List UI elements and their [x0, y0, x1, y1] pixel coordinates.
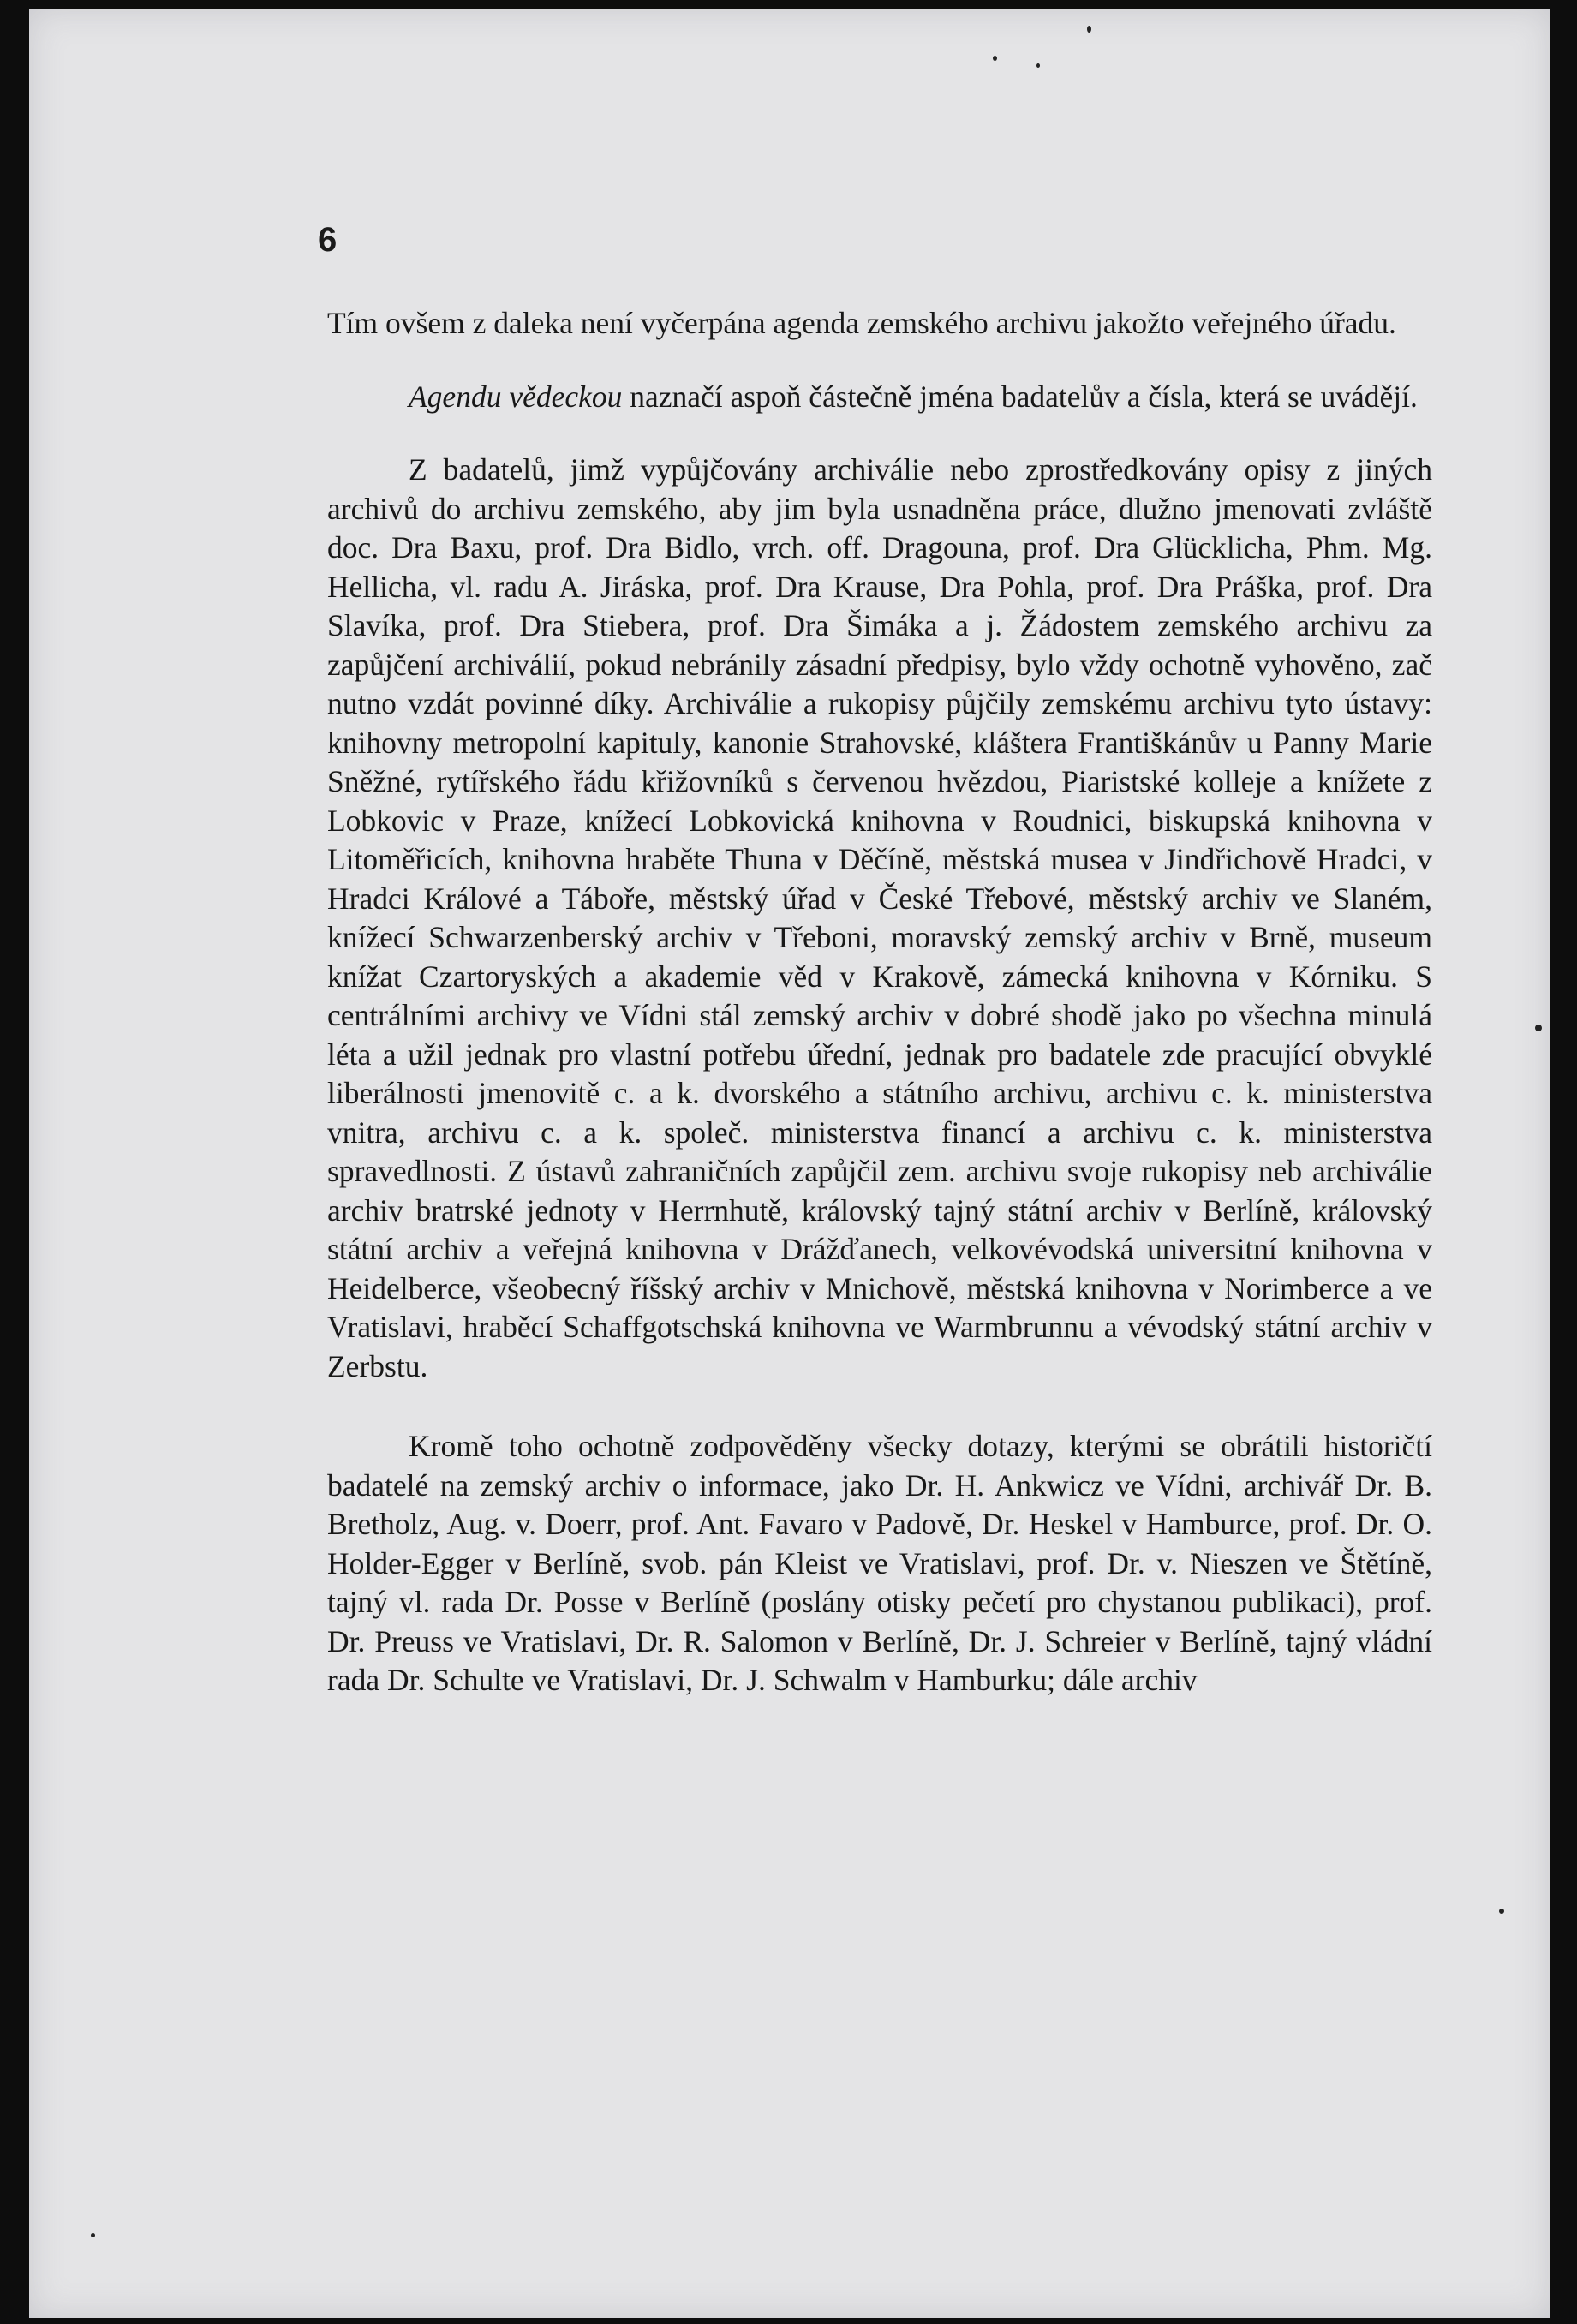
scan-speck	[993, 56, 997, 61]
paragraph-2-text: naznačí aspoň částečně jména badatelův a čísla, která se uvádějí.	[622, 379, 1418, 414]
scan-speck	[91, 2233, 95, 2237]
emphasized-phrase: Agendu vědeckou	[409, 379, 623, 414]
paragraph-4-text: Kromě toho ochotně zodpověděny všecky dotazy, kterými se obrátili historičtí badatelé na zemský archiv o informace, jako Dr. H. Ankwicz ve Vídni, archivář Dr. B. Bretholz, Aug. v. Doerr, prof. Ant. Favaro v Padově, Dr. Heskel v Hamburce, prof. Dr. O. Holder-Egger v Berlíně, svob. pán Kleist ve Vratislavi, prof. Dr. v. Nieszen ve Štětíně, tajný vl. rada Dr. Posse v Berlíně (poslány otisky pečetí pro chystanou publikaci), prof. Dr. Preuss ve Vratislavi, Dr. R. Salomon v Berlíně, Dr. J. Schreier v Berlíně, tajný vládní rada Dr. Schulte ve Vratislavi, Dr. J. Schwalm v Hamburku; dále archiv	[327, 1429, 1432, 1697]
scan-speck	[1036, 63, 1040, 68]
page-number: 6	[318, 221, 338, 259]
paragraph-4	[327, 1427, 1432, 1700]
scan-speck	[1087, 26, 1091, 33]
scanned-page	[29, 9, 1550, 2318]
scan-speck	[1499, 1909, 1504, 1914]
scan-speck	[1535, 1025, 1542, 1031]
paragraph-3-text: Z badatelů, jimž vypůjčovány archiválie nebo zprostředkovány opisy z jiných archivů do archivu zemského, aby jim byla usnadněna práce, dlužno jmenovati zvláště doc. Dra Baxu, prof. Dra Bidlo, vrch. off. Dragouna, prof. Dra Glücklicha, Phm. Mg. Hellicha, vl. radu A. Jiráska, prof. Dra Krause, Dra Pohla, prof. Dra Práška, prof. Dra Slavíka, prof. Dra Stiebera, prof. Dra Šimáka a j. Žádostem zemského archivu za zapůjčení archiválií, pokud nebránily zásadní předpisy, bylo vždy ochotně vyhověno, zač nutno vzdát povinné díky. Archiválie a rukopisy půjčily zemskému archivu tyto ústavy: knihovny metropolní kapituly, kanonie Strahovské, kláštera Františkánův u Panny Marie Sněžné, rytířského řádu křižovníků s červenou hvězdou, Piaristské kolleje a knížete z Lobkovic v Praze, knížecí Lobkovická knihovna v Roudnici, biskupská knihovna v Litoměřicích, knihovna hraběte Thuna v Děčíně, městská musea v Jindřichově Hradci, v Hradci Králové a Táboře, městský úřad v České Třebové, městský archiv ve Slaném, knížecí Schwarzenberský archiv v Třeboni, moravský zemský archiv v Brně, museum knížat Czartoryských a akademie věd v Krakově, zámecká knihovna v Kórniku. S centrálními archivy ve Vídni stál zemský archiv v dobré shodě jako po všechna minulá léta a užil jednak pro vlastní potřebu úřední, jednak pro badatele zde pracující obvyklé liberálnosti jmenovitě c. a k. dvorského a státního archivu, archivu c. k. ministerstva vnitra, archivu c. a k. společ. ministerstva financí a archivu c. k. ministerstva spravedlnosti. Z ústavů zahraničních zapůjčil zem. archivu svoje rukopisy neb archiválie archiv bratrské jednoty v Herrnhutě, královský tajný státní archiv v Berlíně, královský státní archiv a veřejná knihovna v Drážďanech, velkovévodská universitní knihovna v Heidelberce, všeobecný říšský archiv v Mnichově, městská knihovna v Norimberce a ve Vratislavi, hraběcí Schaffgotschská knihovna ve Warmbrunnu a vévodský státní archiv v Zerbstu.	[327, 452, 1432, 1383]
body-text	[327, 304, 1432, 1700]
paragraph-3	[327, 451, 1432, 1386]
paragraph-2	[327, 378, 1432, 417]
paragraph-1: Tím ovšem z daleka není vyčerpána agenda zemského archivu jakožto veřejného úřadu.	[327, 306, 1396, 340]
